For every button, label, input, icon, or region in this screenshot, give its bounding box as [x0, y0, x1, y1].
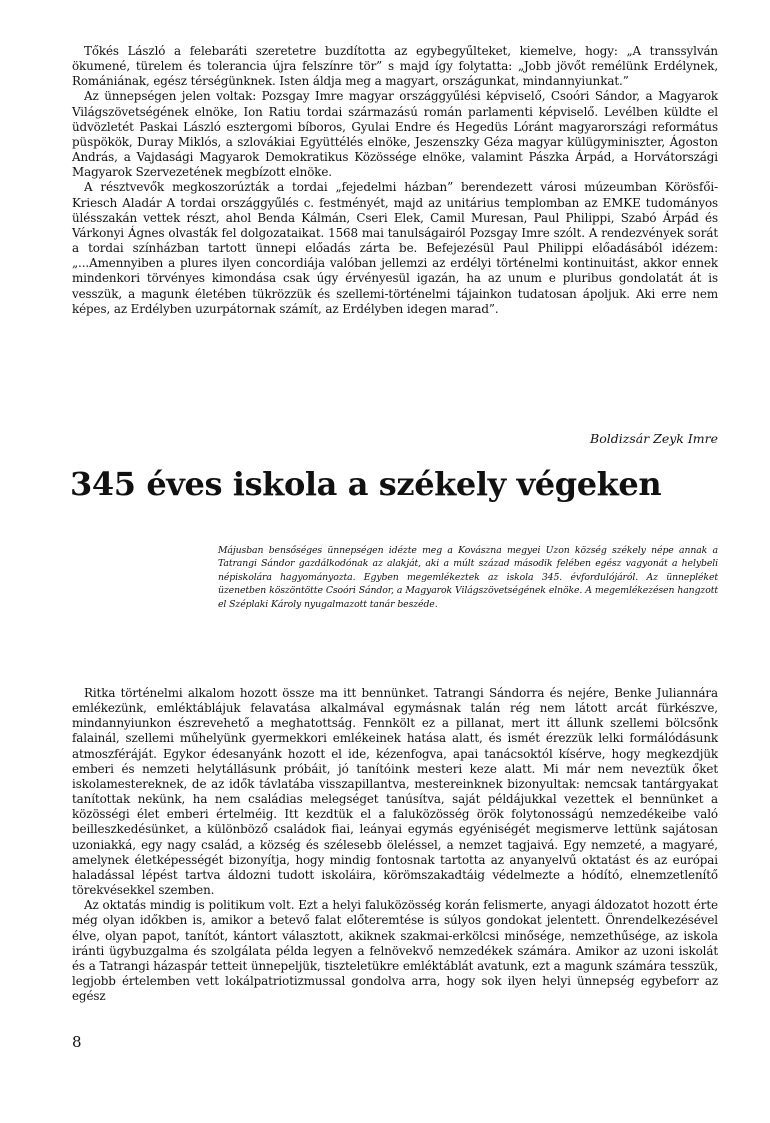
paragraph: A résztvevők megkoszorúzták a tordai „fejedelmi házban” berendezett városi múzeumban Körösfői-Kriesch Aladár A tordai országgyűlés c. festményét, majd az unitárius templomban az EMKE tudományos ülésszakán vettek részt, ahol Benda Kálmán, Cseri Elek, Camil Muresan, Paul Philippi, Szabó Árpád és Várkonyi Ágnes olvasták fel dolgozataikat. 1568 mai tanulságairól Pozsgay Imre szólt. A rendezvények sorát a tordai színházban tartott ünnepi előadás zárta be. Befejezésül Paul Philippi előadásából idézem: „...Amennyiben a plures ilyen concordiája valóban jellemzi az erdélyi történelmi kontinuitást, akkor ennek mindenkori törvényes kimondása csak úgy érvényesül igazán, ha az unum e pluribus gondolatát át is vesszük, a magunk életében tükrözzük és szellemi-történelmi tájainkon tudatosan ápoljuk. Aki erre nem képes, az Erdélyben uzurpátornak számít, az Erdélyben idegen marad”. [72, 180, 718, 316]
article-lead: Májusban bensőséges ünnepségen idézte meg a Kovászna megyei Uzon község székely népe annak a Tatrangi Sándor gazdálkodónak az alakját, aki a múlt század második felében egész vagyonát a helybeli népiskolára hagyományozta. Egyben megemlékeztek az iskola 345. évfordulójáról. Az ünnepléket üzenetben köszöntötte Csoóri Sándor, a Magyarok Világszövetségének elnöke. A megemlékezésen hangzott el Széplaki Károly nyugalmazott tanár beszéde. [218, 545, 718, 610]
paragraph: Az ünnepségen jelen voltak: Pozsgay Imre magyar országgyűlési képviselő, Csoóri Sándor, a Magyarok Világszövetségének elnöke, Ion Ratiu tordai származású román parlamenti képviselő. Levélben küldte el üdvözletét Paskai László esztergomi bíboros, Gyulai Endre és Hegedüs Lóránt magyarországi református püspökök, Duray Miklós, a szlovákiai Együttélés elnöke, Jeszenszky Géza magyar külügyminiszter, Ágoston András, a Vajdasági Magyarok Demokratikus Közössége elnöke, valamint Pászka Árpád, a Horvátországi Magyarok Szervezetének megbízott elnöke. [72, 89, 718, 180]
author-signature: Boldizsár Zeyk Imre [590, 431, 718, 446]
article-continuation [72, 44, 718, 317]
article-title: 345 éves iskola a székely végeken [70, 465, 662, 503]
article-body [72, 686, 718, 1004]
paragraph: Ritka történelmi alkalom hozott össze ma itt bennünket. Tatrangi Sándorra és nejére, Benke Juliannára emlékezünk, emléktáblájuk felavatása alkalmával egymásnak talán rég nem látott arcát fürkészve, mindannyiunkon észrevehető a meghatottság. Fennkölt ez a pillanat, mert itt állunk szellemi bölcsőnk falainál, szellemi műhelyünk gyermekkori emlékeinek hatása alatt, és ismét érezzük lelki formálódásunk atmoszféráját. Egykor édesanyánk hozott el ide, kézenfogva, apai tanácsoktól kísérve, hogy megkezdjük emberi és nemzeti helytállásunk próbáit, jó tanítóink mesteri keze alatt. Mi már nem neveztük őket iskolamestereknek, de az idők távlatába visszapillantva, mestereinknek bizonyultak: nemcsak tantárgyakat tanítottak nekünk, ha nem családias melegséget tanúsítva, saját példájukkal vezettek el bennünket a közösségi élet emberi értelméig. Itt kezdtük el a faluközösség örök folytonosságú nemzedékeibe való beilleszkedésünket, a különböző családok fiai, leányai egymás egyéniségét megismerve lettünk sajátosan uzoniakká, egy nagy család, a község és szélesebb öleléssel, a nemzet tagjaivá. Egy nemzeté, a magyaré, amelynek életképességét bizonyítja, hogy mindig fontosnak tartotta az anyanyelvű oktatást és az európai haladással lépést tartva áldozni tudott iskoláira, körömszakadtáig védelmezte a hódító, elnemzetlenítő törekvésekkel szemben. [72, 686, 718, 898]
paragraph: Az oktatás mindig is politikum volt. Ezt a helyi faluközösség korán felismerte, anyagi áldozatot hozott érte még olyan időkben is, amikor a betevő falat előteremtése is súlyos gondokat jelentett. Önrendelkezésével élve, olyan papot, tanítót, kántort választott, akiknek szakmai-erkölcsi minősége, nemzethűsége, az iskola iránti ügybuzgalma és szolgálata példa legyen a felnövekvő nemzedékek számára. Amikor az uzoni iskolát és a Tatrangi házaspár tetteit ünnepeljük, tiszteletükre emléktáblát avatunk, ezt a magunk számára tesszük, legjobb értelemben vett lokálpatriotizmussal gondolva arra, hogy sok ilyen helyi ünnepség egybeforr az egész [72, 898, 718, 1004]
paragraph: Tőkés László a felebaráti szeretetre buzdította az egybegyűlteket, kiemelve, hogy: „A transsylván ökumené, türelem és tolerancia újra felszínre tör” s majd így folytatta: „Jobb jövőt remélünk Erdélynek, Romániának, egész térségünknek. Isten áldja meg a magyart, országunkat, mindannyiunkat.” [72, 44, 718, 89]
page-number: 8 [72, 1033, 82, 1051]
